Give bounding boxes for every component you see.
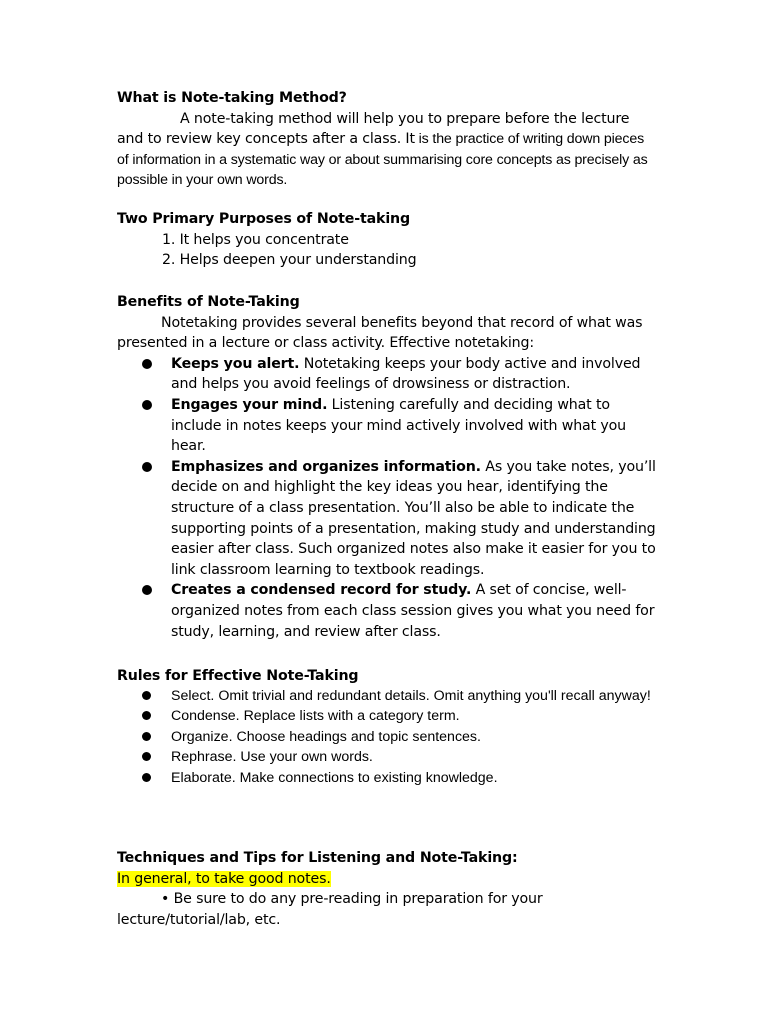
techniques-heading: Techniques and Tips for Listening and Note-Taking: <box>117 850 518 866</box>
intro-para-rest: is the practice of writing down pieces of information in a systematic way or about summarising core concepts as precisely as possible in your own words. <box>117 131 648 189</box>
rule-text: Rephrase. Use your own words. <box>171 749 373 766</box>
intro-paragraph <box>117 109 657 191</box>
rule-text: Condense. Replace lists with a category term. <box>171 708 460 725</box>
list-text: It helps you concentrate <box>179 231 349 248</box>
list-number: 2. <box>162 252 176 269</box>
benefit-lead: Emphasizes and organizes information. <box>171 458 481 475</box>
intro-heading: What is Note-taking Method? <box>117 90 347 106</box>
benefits-heading: Benefits of Note-Taking <box>117 294 300 310</box>
benefit-text: Notetaking keeps your body active and involved and helps you avoid feelings of drowsiness or distraction. <box>171 355 641 393</box>
benefits-intro: Notetaking provides several benefits beyond that record of what was presented in a lecture or class activity. Effective notetaking: <box>117 314 643 352</box>
list-item <box>117 687 657 705</box>
highlighted-text: In general, to take good notes. <box>117 870 331 887</box>
tip-paragraph <box>117 889 657 930</box>
rule-text: Organize. Choose headings and topic sentences. <box>171 728 481 745</box>
benefit-lead: Keeps you alert. <box>171 355 300 372</box>
list-item <box>117 395 657 457</box>
intro-para-bold: A note-taking method will help you to prepare before the lecture and to review key concepts after a class. It <box>117 110 630 148</box>
techniques-section <box>117 848 657 930</box>
rule-text: Select. Omit trivial and redundant details. Omit anything you'll recall anyway! <box>171 687 651 704</box>
list-number: 1. <box>162 231 176 248</box>
tip-text: Be sure to do any pre-reading in preparation for your lecture/tutorial/lab, etc. <box>117 891 543 928</box>
benefit-text: Listening carefully and deciding what to include in notes keeps your mind actively involved with what you hear. <box>171 396 626 455</box>
list-item <box>117 707 657 725</box>
list-item <box>117 457 657 581</box>
rules-heading: Rules for Effective Note-Taking <box>117 668 359 684</box>
purposes-section <box>117 209 657 271</box>
list-item <box>117 769 657 787</box>
rule-text: Elaborate. Make connections to existing knowledge. <box>171 769 498 786</box>
rules-list <box>117 687 657 787</box>
rules-section <box>117 666 657 789</box>
purposes-heading: Two Primary Purposes of Note-taking <box>117 211 410 227</box>
purposes-list <box>117 230 657 271</box>
highlight-line <box>117 869 657 890</box>
list-item <box>117 748 657 766</box>
benefit-text: A set of concise, well-organized notes from each class session gives you what you need for study, learning, and review after class. <box>171 582 655 640</box>
list-text: Helps deepen your understanding <box>179 252 417 269</box>
list-item <box>117 728 657 746</box>
benefits-list <box>117 354 657 642</box>
list-item <box>117 580 657 642</box>
tip-bullet: • <box>161 891 170 908</box>
list-item <box>117 354 657 395</box>
list-item <box>117 250 657 271</box>
benefit-lead: Creates a condensed record for study. <box>171 582 472 599</box>
benefit-text: As you take notes, you’ll decide on and highlight the key ideas you hear, identifying the structure of a class presentation. You’ll also be able to indicate the supporting points of a presentation, making study and understanding easier after class. Such organized notes also make it easier for you to link classroom learning to textbook readings. <box>171 458 656 578</box>
list-item <box>117 230 657 251</box>
benefits-section <box>117 292 657 642</box>
benefit-lead: Engages your mind. <box>171 396 328 413</box>
intro-section <box>117 88 657 191</box>
